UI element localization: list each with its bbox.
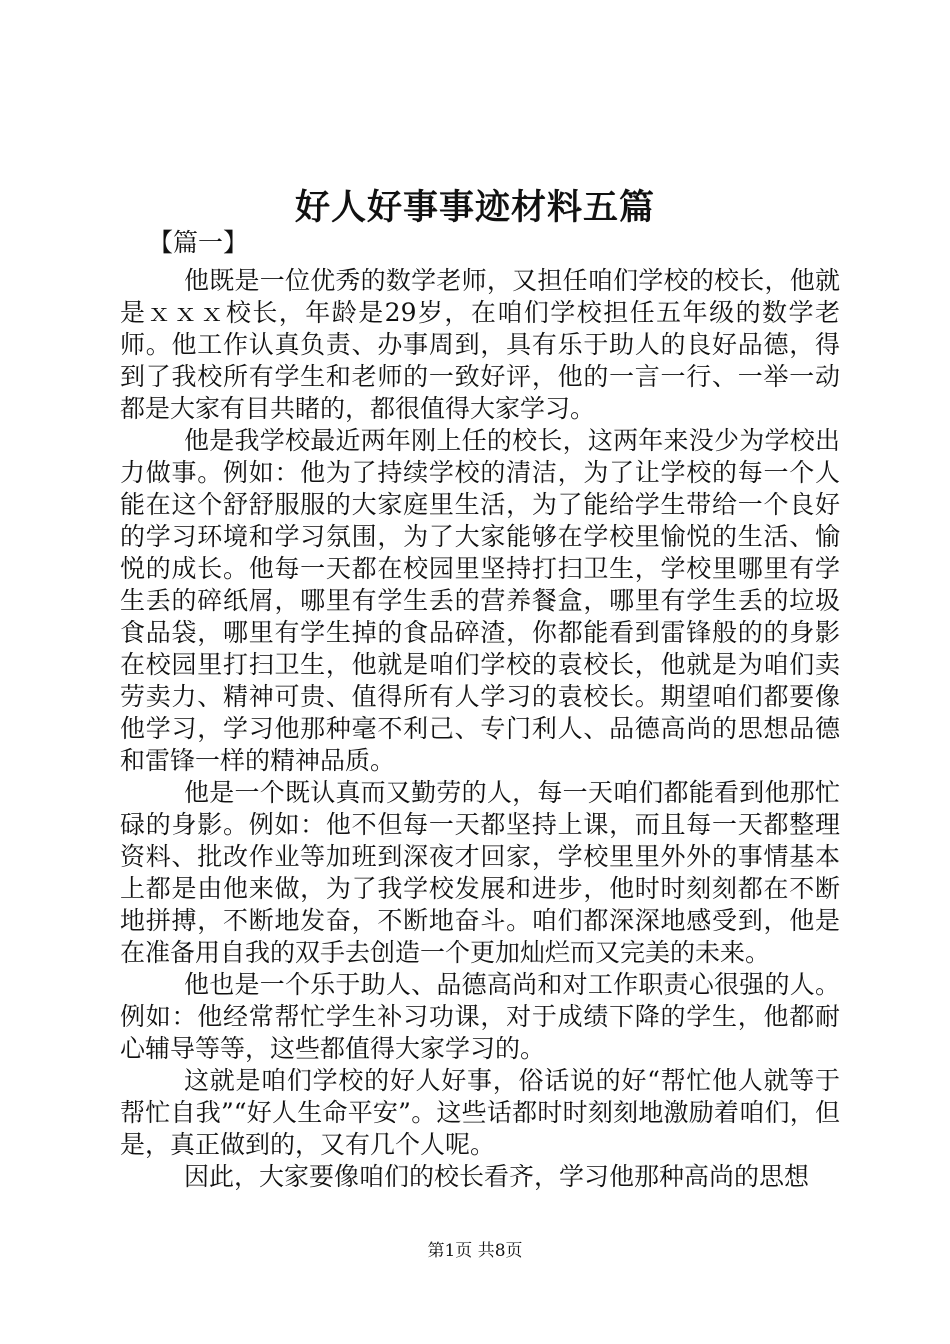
document-title: 好人好事事迹材料五篇 xyxy=(294,187,655,228)
paragraph: 因此，大家要像咱们的校长看齐，学习他那种高尚的思想 xyxy=(184,1162,810,1191)
section-label: 【篇一】 xyxy=(148,228,249,257)
paragraph: 他也是一个乐于助人、品德高尚和对工作职责心很强的人。例如：他经常帮忙学生补习功课，对于成绩下降的学生，他都耐心辅导等等，这些都值得大家学习的。 xyxy=(120,970,840,1063)
paragraph: 他既是一位优秀的数学老师，又担任咱们学校的校长，他就是ｘｘｘ校长，年龄是29岁，在咱们学校担任五年级的数学老师。他工作认真负责、办事周到，具有乐于助人的良好品德，得到了我校所有学生和老师的一致好评，他的一言一行、一举一动都是大家有目共睹的，都很值得大家学习。 xyxy=(120,266,840,423)
document-body xyxy=(120,265,840,1193)
paragraph: 他是我学校最近两年刚上任的校长，这两年来没少为学校出力做事。例如：他为了持续学校的清洁，为了让学校的每一个人能在这个舒舒服服的大家庭里生活，为了能给学生带给一个良好的学习环境和学习氛围，为了大家能够在学校里愉悦的生活、愉悦的成长。他每一天都在校园里坚持打扫卫生，学校里哪里有学生丢的碎纸屑，哪里有学生丢的营养餐盒，哪里有学生丢的垃圾食品袋，哪里有学生掉的食品碎渣，你都能看到雷锋般的的身影在校园里打扫卫生，他就是咱们学校的袁校长，他就是为咱们卖劳卖力、精神可贵、值得所有人学习的袁校长。期望咱们都要像他学习，学习他那种毫不利己、专门利人、品德高尚的思想品德和雷锋一样的精神品质。 xyxy=(120,426,840,775)
paragraph: 他是一个既认真而又勤劳的人，每一天咱们都能看到他那忙碌的身影。例如：他不但每一天都坚持上课，而且每一天都整理资料、批改作业等加班到深夜才回家，学校里里外外的事情基本上都是由他来做，为了我学校发展和进步，他时时刻刻都在不断地拼搏，不断地发奋，不断地奋斗。咱们都深深地感受到，他是在准备用自我的双手去创造一个更加灿烂而又完美的未来。 xyxy=(120,778,840,967)
page-footer: 第1页 共8页 xyxy=(427,1241,523,1261)
paragraph: 这就是咱们学校的好人好事，俗话说的好“帮忙他人就等于帮忙自我”“好人生命平安”。这些话都时时刻刻地激励着咱们，但是，真正做到的，又有几个人呢。 xyxy=(120,1066,840,1159)
